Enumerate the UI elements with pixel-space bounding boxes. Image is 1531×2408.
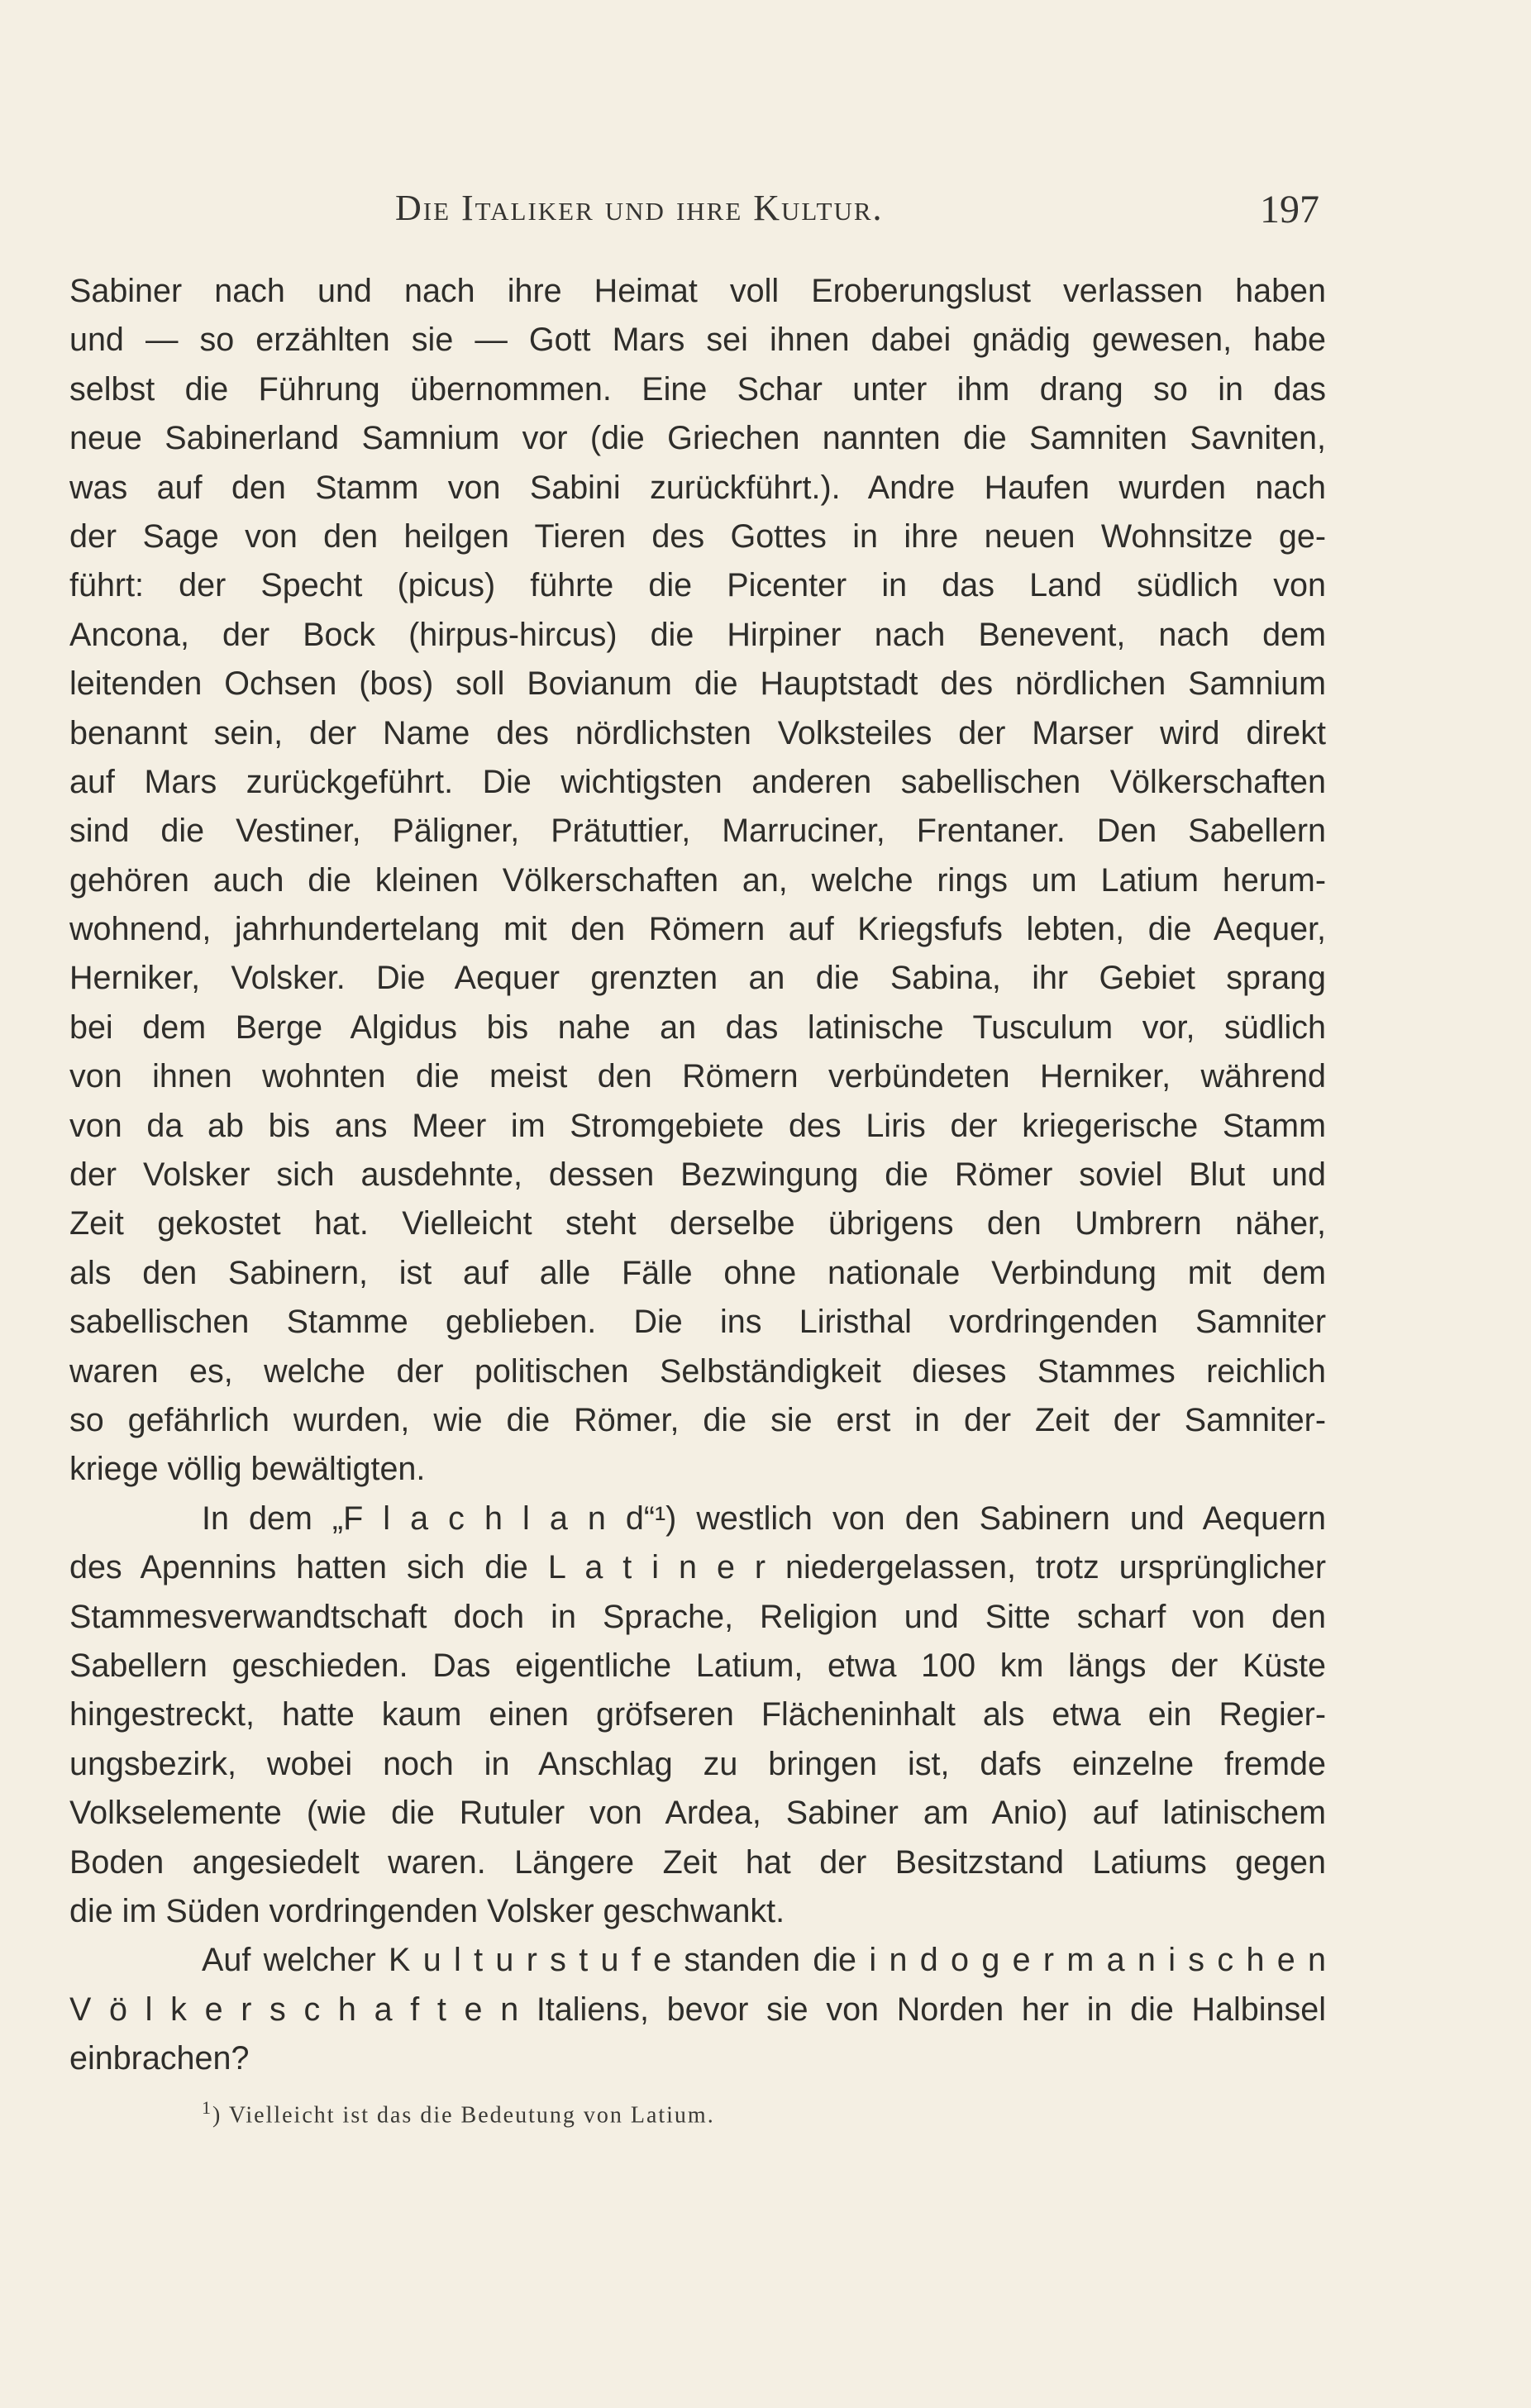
running-title: Die Italiker und ihre Kultur. bbox=[395, 188, 884, 228]
text-line: Herniker, Volsker. Die Aequer grenzten an die Sabina, ihr Gebiet sprang bbox=[69, 960, 1326, 997]
text-line: In dem „F l a c h l a n d“¹) westlich von den Sabinern und Aequern bbox=[202, 1500, 1326, 1537]
body-text bbox=[69, 267, 1326, 2083]
footnote bbox=[202, 2097, 715, 2129]
footnote-text: Vielleicht ist das die Bedeutung von Latium. bbox=[228, 2102, 715, 2129]
text-line: neue Sabinerland Samnium vor (die Griechen nannten die Samniten Savniten, bbox=[69, 420, 1326, 457]
text-line: leitenden Ochsen (bos) soll Bovianum die Hauptstadt des nördlichen Samnium bbox=[69, 665, 1326, 703]
text-line: sind die Vestiner, Päligner, Prätuttier, Marruciner, Frentaner. Den Sabellern bbox=[69, 813, 1326, 850]
text-line: bei dem Berge Algidus bis nahe an das latinische Tusculum vor, südlich bbox=[69, 1008, 1326, 1046]
text-line: von ihnen wohnten die meist den Römern verbündeten Herniker, während bbox=[69, 1058, 1326, 1095]
text-line: selbst die Führung übernommen. Eine Schar unter ihm drang so in das bbox=[69, 370, 1326, 408]
footnote-paren: ) bbox=[212, 2102, 229, 2129]
text-line: von da ab bis ans Meer im Stromgebiete des Liris der kriegerische Stamm bbox=[69, 1107, 1326, 1144]
text-line: die im Süden vordringenden Volsker geschwankt. bbox=[69, 1892, 785, 1929]
text-line: als den Sabinern, ist auf alle Fälle ohne nationale Verbindung mit dem bbox=[69, 1254, 1326, 1291]
text-line: Sabiner nach und nach ihre Heimat voll Eroberungslust verlassen haben bbox=[69, 273, 1326, 309]
text-line: des Apennins hatten sich die L a t i n e r niedergelassen, trotz ursprünglicher bbox=[69, 1549, 1326, 1586]
page-number: 197 bbox=[1260, 188, 1319, 231]
text-line: sabellischen Stamme geblieben. Die ins Liristhal vordringenden Samniter bbox=[69, 1304, 1326, 1341]
text-line: Zeit gekostet hat. Vielleicht steht derselbe übrigens den Umbrern näher, bbox=[69, 1205, 1326, 1242]
text-line: Sabellern geschieden. Das eigentliche Latium, etwa 100 km längs der Küste bbox=[69, 1647, 1326, 1684]
running-head bbox=[69, 187, 1326, 245]
text-line: benannt sein, der Name des nördlichsten Volksteiles der Marser wird direkt bbox=[69, 714, 1326, 751]
text-line: V ö l k e r s c h a f t e n Italiens, bevor sie von Norden her in die Halbinsel bbox=[69, 1991, 1326, 2028]
text-line: der Sage von den heilgen Tieren des Gottes in ihre neuen Wohnsitze ge- bbox=[69, 517, 1326, 555]
text-line: waren es, welche der politischen Selbständigkeit dieses Stammes reichlich bbox=[69, 1352, 1326, 1390]
text-line: der Volsker sich ausdehnte, dessen Bezwingung die Römer soviel Blut und bbox=[69, 1156, 1326, 1194]
text-line: so gefährlich wurden, wie die Römer, die sie erst in der Zeit der Samniter- bbox=[69, 1401, 1326, 1438]
text-line: und — so erzählten sie — Gott Mars sei ihnen dabei gnädig gewesen, habe bbox=[69, 322, 1326, 359]
text-line: Ancona, der Bock (hirpus-hircus) die Hirpiner nach Benevent, nach dem bbox=[69, 616, 1326, 653]
text-line: Stammesverwandtschaft doch in Sprache, Religion und Sitte scharf von den bbox=[69, 1598, 1326, 1635]
text-line: hingestreckt, hatte kaum einen gröfseren Flächeninhalt als etwa ein Regier- bbox=[69, 1696, 1326, 1733]
footnote-marker: 1 bbox=[202, 2097, 212, 2118]
text-line: auf Mars zurückgeführt. Die wichtigsten anderen sabellischen Völkerschaften bbox=[69, 763, 1326, 800]
text-line: Volkselemente (wie die Rutuler von Ardea, Sabiner am Anio) auf latinischem bbox=[69, 1795, 1326, 1832]
text-line: Boden angesiedelt waren. Längere Zeit hat der Besitzstand Latiums gegen bbox=[69, 1843, 1326, 1881]
text-line: Auf welcher K u l t u r s t u f e standen die i n d o g e r m a n i s c h e n bbox=[202, 1942, 1326, 1979]
text-line: wohnend, jahrhundertelang mit den Römern auf Kriegsfufs lebten, die Aequer, bbox=[69, 911, 1326, 948]
text-line: einbrachen? bbox=[69, 2040, 250, 2077]
text-line: führt: der Specht (picus) führte die Picenter in das Land südlich von bbox=[69, 567, 1326, 604]
text-line: kriege völlig bewältigten. bbox=[69, 1451, 426, 1488]
text-line: ungsbezirk, wobei noch in Anschlag zu bringen ist, dafs einzelne fremde bbox=[69, 1745, 1326, 1782]
text-line: gehören auch die kleinen Völkerschaften an, welche rings um Latium herum- bbox=[69, 861, 1326, 899]
text-line: was auf den Stamm von Sabini zurückführt.). Andre Haufen wurden nach bbox=[69, 469, 1326, 506]
